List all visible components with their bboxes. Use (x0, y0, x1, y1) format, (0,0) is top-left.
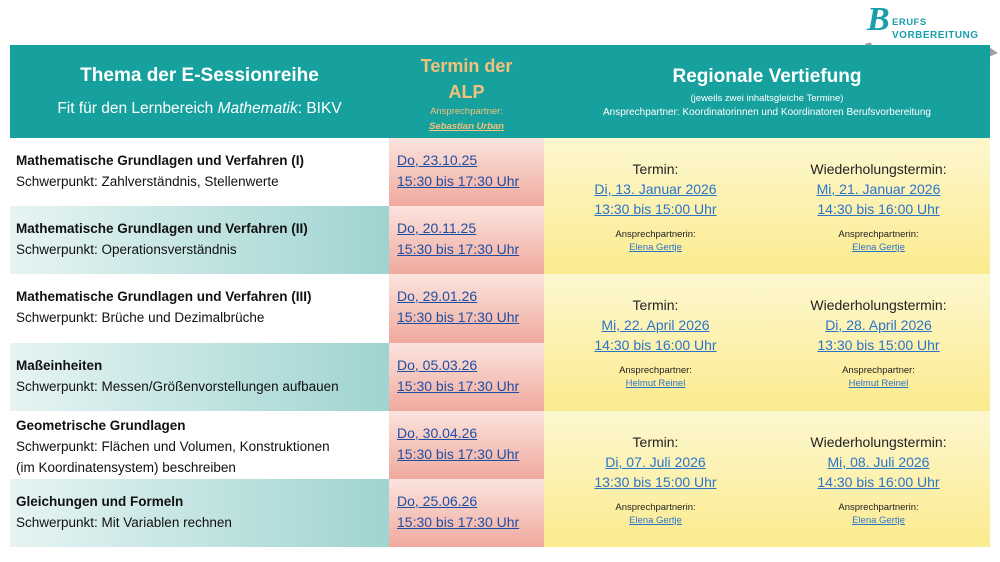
regional-block (544, 274, 990, 411)
wiederholung-contact-link[interactable]: Elena Gertje (852, 242, 905, 253)
termin-time-link[interactable]: 13:30 bis 15:00 Uhr (594, 474, 717, 490)
topic-subtitle-post: : BIKV (297, 100, 342, 117)
topic-subtitle-em: Mathematik (217, 100, 298, 117)
regional-wiederholung (767, 159, 990, 254)
alp-title (389, 53, 544, 105)
wiederholung-contact-label: Ansprechpartnerin: (838, 502, 919, 513)
alp-time-link[interactable]: 15:30 bis 17:30 Uhr (397, 514, 520, 530)
topic-row (10, 138, 389, 206)
wiederholung-contact-label: Ansprechpartnerin: (838, 229, 919, 240)
wiederholung-contact-label: Ansprechpartner: (842, 365, 915, 376)
topic-row-focus: Schwerpunkt: Messen/Größenvorstellungen aufbauen (16, 379, 339, 394)
topic-row (10, 343, 389, 411)
regional-block (544, 411, 990, 547)
alp-title-line1: Termin der (420, 56, 513, 76)
topic-row-focus-2: (im Koordinatensystem) beschreiben (16, 460, 236, 475)
wiederholung-contact-link[interactable]: Helmut Reinel (848, 378, 909, 389)
topic-row-title: Gleichungen und Formeln (16, 494, 184, 509)
logo-letter: B (867, 1, 890, 38)
alp-time-link[interactable]: 15:30 bis 17:30 Uhr (397, 241, 520, 257)
regional-subtitle: (jeweils zwei inhaltsgleiche Termine) (690, 93, 844, 104)
termin-contact-label: Ansprechpartnerin: (615, 229, 696, 240)
regional-contact: Ansprechpartner: Koordinatorinnen und Koordinatoren Berufsvorbereitung (603, 107, 931, 118)
topic-row-title: Mathematische Grundlagen und Verfahren (III) (16, 289, 312, 304)
wiederholung-contact-link[interactable]: Elena Gertje (852, 515, 905, 526)
wiederholung-time-link[interactable]: 13:30 bis 15:00 Uhr (817, 337, 940, 353)
termin-label: Termin: (632, 297, 679, 313)
regional-wiederholung (767, 432, 990, 527)
topic-title: Thema der E-Sessionreihe (80, 65, 319, 86)
alp-date-link[interactable]: Do, 30.04.26 (397, 425, 478, 441)
alp-date-cell (389, 343, 544, 411)
alp-time-link[interactable]: 15:30 bis 17:30 Uhr (397, 173, 520, 189)
topic-row-focus: Schwerpunkt: Brüche und Dezimalbrüche (16, 310, 265, 325)
alp-date-link[interactable]: Do, 23.10.25 (397, 152, 478, 168)
alp-date-link[interactable]: Do, 29.01.26 (397, 288, 478, 304)
alp-date-link[interactable]: Do, 25.06.26 (397, 493, 478, 509)
topic-row-focus: Schwerpunkt: Operationsverständnis (16, 242, 237, 257)
termin-label: Termin: (632, 161, 679, 177)
topic-row-title: Geometrische Grundlagen (16, 418, 186, 433)
alp-date-cell (389, 479, 544, 547)
topic-row-focus: Schwerpunkt: Zahlverständnis, Stellenwerte (16, 174, 279, 189)
alp-date-cell (389, 138, 544, 206)
regional-title: Regionale Vertiefung (672, 66, 862, 87)
termin-contact-label: Ansprechpartner: (619, 365, 692, 376)
alp-date-cell (389, 411, 544, 479)
wiederholung-date-link[interactable]: Mi, 21. Januar 2026 (816, 181, 941, 197)
topic-row-focus: Schwerpunkt: Flächen und Volumen, Konstruktionen (16, 439, 330, 454)
topic-subtitle (10, 100, 389, 118)
alp-time-link[interactable]: 15:30 bis 17:30 Uhr (397, 309, 520, 325)
topic-row-title: Mathematische Grundlagen und Verfahren (I) (16, 153, 305, 168)
topic-row-focus: Schwerpunkt: Mit Variablen rechnen (16, 515, 232, 530)
header-regional (544, 45, 990, 138)
topic-row (10, 274, 389, 343)
alp-date-link[interactable]: Do, 05.03.26 (397, 357, 478, 373)
wiederholung-label: Wiederholungstermin: (810, 434, 947, 450)
topic-row (10, 411, 389, 479)
wiederholung-time-link[interactable]: 14:30 bis 16:00 Uhr (817, 201, 940, 217)
wiederholung-label: Wiederholungstermin: (810, 297, 947, 313)
logo-line1: ERUFS (892, 17, 927, 28)
wiederholung-date-link[interactable]: Di, 28. April 2026 (825, 317, 932, 333)
alp-title-line2: ALP (448, 82, 485, 102)
wiederholung-date-link[interactable]: Mi, 08. Juli 2026 (827, 454, 930, 470)
termin-date-link[interactable]: Di, 07. Juli 2026 (605, 454, 706, 470)
alp-date-cell (389, 274, 544, 343)
termin-contact-link[interactable]: Helmut Reinel (625, 378, 686, 389)
alp-contact-label: Ansprechpartner: (430, 106, 503, 117)
header-alp (389, 45, 544, 138)
topic-row-title: Mathematische Grundlagen und Verfahren (II) (16, 221, 308, 236)
topic-subtitle-pre: Fit für den Lernbereich (57, 100, 218, 117)
alp-time-link[interactable]: 15:30 bis 17:30 Uhr (397, 446, 520, 462)
logo-line2: VORBEREITUNG (892, 30, 979, 41)
termin-time-link[interactable]: 13:30 bis 15:00 Uhr (594, 201, 717, 217)
termin-contact-link[interactable]: Elena Gertje (629, 242, 682, 253)
termin-date-link[interactable]: Mi, 22. April 2026 (601, 317, 710, 333)
topic-row (10, 479, 389, 547)
wiederholung-label: Wiederholungstermin: (810, 161, 947, 177)
regional-termin (544, 159, 767, 254)
topic-row (10, 206, 389, 274)
alp-time-link[interactable]: 15:30 bis 17:30 Uhr (397, 378, 520, 394)
termin-time-link[interactable]: 14:30 bis 16:00 Uhr (594, 337, 717, 353)
header-topic (10, 45, 389, 138)
alp-date-cell (389, 206, 544, 274)
wiederholung-time-link[interactable]: 14:30 bis 16:00 Uhr (817, 474, 940, 490)
alp-date-link[interactable]: Do, 20.11.25 (397, 220, 477, 236)
termin-date-link[interactable]: Di, 13. Januar 2026 (594, 181, 717, 197)
termin-label: Termin: (632, 434, 679, 450)
regional-block (544, 138, 990, 274)
alp-contact-link[interactable]: Sebastian Urban (429, 121, 504, 132)
topic-row-title: Maßeinheiten (16, 358, 103, 373)
termin-contact-link[interactable]: Elena Gertje (629, 515, 682, 526)
regional-termin (544, 432, 767, 527)
regional-termin (544, 295, 767, 390)
termin-contact-label: Ansprechpartnerin: (615, 502, 696, 513)
regional-wiederholung (767, 295, 990, 390)
